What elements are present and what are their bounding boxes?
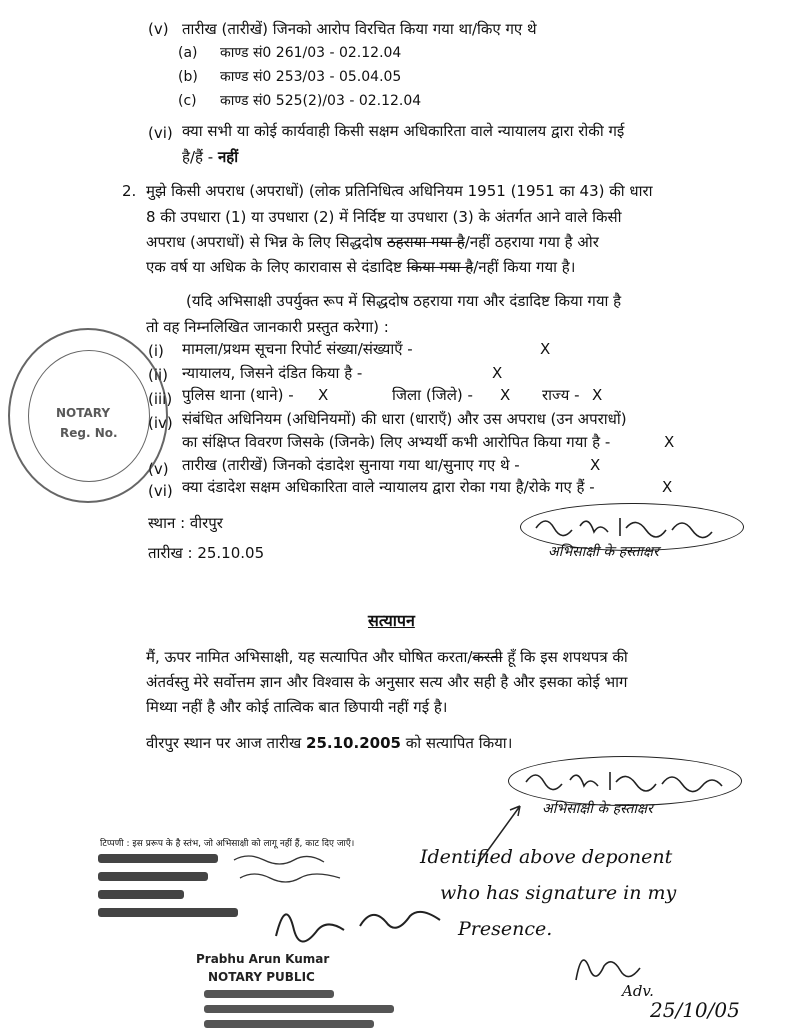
case-c-text: काण्ड सं0 525(2)/03 - 02.12.04 xyxy=(220,93,422,109)
item-i-text: मामला/प्रथम सूचना रिपोर्ट संख्या/संख्याएँ - xyxy=(182,340,413,358)
case-b-text: काण्ड सं0 253/03 - 05.04.05 xyxy=(220,69,402,85)
handwritten-note-line3: Presence. xyxy=(458,918,553,940)
para2-line2: 8 की उपधारा (1) या उपधारा (2) में निर्दिष्ट या उपधारा (3) के अंतर्गत आने वाले किसी xyxy=(146,208,622,226)
para2-line3b: /नहीं ठहराया गया है ओर xyxy=(464,233,599,251)
signature-scribble-2 xyxy=(520,762,730,798)
verification-heading: सत्यापन xyxy=(368,611,415,630)
case-a-text: काण्ड सं0 261/03 - 02.12.04 xyxy=(220,45,402,61)
verification-line1b: हूँ कि इस शपथपत्र की xyxy=(507,648,628,666)
notary-seal-word: NOTARY xyxy=(56,406,111,420)
item-ii-text: न्यायालय, जिसने दंडित किया है - xyxy=(182,364,363,382)
item-iv-line2: का संक्षिप्त विवरण जिसके (जिनके) लिए अभ्यर्थी कभी आरोपित किया गया है - xyxy=(182,433,611,451)
item-vi-value: X xyxy=(662,478,673,496)
signature-scribble-1 xyxy=(530,508,730,544)
para2-line1: मुझे किसी अपराध (अपराधों) (लोक प्रतिनिधित्व अधिनियम 1951 (1951 का 43) की धारा xyxy=(146,182,653,200)
item-iii-marker: (iii) xyxy=(148,390,173,408)
item-vi-marker: (vi) xyxy=(148,482,173,500)
signature-label-1: अभिसाक्षी के हस्ताक्षर xyxy=(548,544,659,560)
verification-line2: अंतर्वस्तु मेरे सर्वोत्तम ज्ञान और विश्वास के अनुसार सत्य और सही है और इसका कोई भाग xyxy=(146,673,628,691)
para2-number: 2. xyxy=(122,182,137,200)
illegible-handwriting xyxy=(230,850,380,898)
clause-vi-line2 xyxy=(182,148,238,166)
clause-vi-line1: क्या सभी या कोई कार्यवाही किसी सक्षम अधिकारिता वाले न्यायालय द्वारा रोकी गई xyxy=(182,122,625,140)
footnote: टिप्पणी : इस प्ररूप के है स्तंभ, जो अभिसाक्षी को लागू नहीं हैं, काट दिए जाएँ। xyxy=(100,839,355,849)
verification-closing xyxy=(146,734,512,752)
item-iii-state-label: राज्य - xyxy=(542,386,580,404)
handwritten-adv: Adv. xyxy=(622,982,654,1000)
verification-line3: मिथ्या नहीं है और कोई तात्विक बात छिपायी नहीं गई है। xyxy=(146,698,448,716)
notary-seal xyxy=(8,328,168,503)
clause-vi-line2-text: है/हैं - xyxy=(182,148,214,166)
bottom-stamp-line2: NOTARY PUBLIC xyxy=(208,970,315,984)
item-iii-value: X xyxy=(318,386,329,404)
case-c-marker: (c) xyxy=(178,93,197,109)
clause-v-text: तारीख (तारीखें) जिनको आरोप विरचित किया गया था/किए गए थे xyxy=(182,20,537,38)
conditional-line1: (यदि अभिसाक्षी उपर्युक्त रूप में सिद्धदोष ठहराया गया और दंडादिष्ट किया गया है xyxy=(186,292,622,310)
item-iv-marker: (iv) xyxy=(148,414,173,432)
para2-line3-strike: ठहराया गया है xyxy=(386,233,465,251)
item-i-value: X xyxy=(540,340,551,358)
clause-vi-marker: (vi) xyxy=(148,124,173,142)
handwritten-note-line2: who has signature in my xyxy=(440,882,677,904)
para2-line4-strike: किया गया है xyxy=(406,258,474,276)
para2-line4 xyxy=(146,258,575,276)
item-iii-district-label: जिला (जिले) - xyxy=(392,386,473,404)
item-iii-text: पुलिस थाना (थाने) - xyxy=(182,386,294,404)
item-v-text: तारीख (तारीखें) जिनको दंडादेश सुनाया गया था/सुनाए गए थे - xyxy=(182,456,520,474)
item-iii-district-value: X xyxy=(500,386,511,404)
handwritten-note-line1: Identified above deponent xyxy=(420,846,673,868)
item-v-marker: (v) xyxy=(148,460,169,478)
para2-line4a: एक वर्ष या अधिक के लिए कारावास से दंडादिष्ट xyxy=(146,258,402,276)
date-1: तारीख : 25.10.05 xyxy=(148,544,265,562)
case-b-marker: (b) xyxy=(178,69,198,85)
handwritten-date: 25/10/05 xyxy=(650,998,740,1022)
signature-label-2: अभिसाक्षी के हस्ताक्षर xyxy=(542,801,653,817)
item-vi-text: क्या दंडादेश सक्षम अधिकारिता वाले न्यायालय द्वारा रोका गया है/रोके गए हैं - xyxy=(182,478,595,496)
bottom-stamp-line1: Prabhu Arun Kumar xyxy=(196,952,330,966)
place-1: स्थान : वीरपुर xyxy=(148,514,223,532)
bottom-stamp-illegible xyxy=(204,990,404,1030)
item-i-marker: (i) xyxy=(148,342,164,360)
para2-line3a: अपराध (अपराधों) से भिन्न के लिए सिद्धदोष xyxy=(146,233,383,251)
conditional-line2: तो वह निम्नलिखित जानकारी प्रस्तुत करेगा) : xyxy=(146,318,389,336)
item-iv-line1: संबंधित अधिनियम (अधिनियमों) की धारा (धाराएँ) और उस अपराध (उन अपराधों) xyxy=(182,410,627,428)
para2-line4b: /नहीं किया गया है। xyxy=(473,258,576,276)
verification-closing-a: वीरपुर स्थान पर आज तारीख xyxy=(146,734,302,752)
item-iii-state-value: X xyxy=(592,386,603,404)
para2-line3 xyxy=(146,233,599,251)
item-ii-value: X xyxy=(492,364,503,382)
verification-line1 xyxy=(146,648,628,666)
item-ii-marker: (ii) xyxy=(148,366,169,384)
case-a-marker: (a) xyxy=(178,45,198,61)
clause-v-marker: (v) xyxy=(148,20,169,38)
item-v-value: X xyxy=(590,456,601,474)
clause-vi-answer: नहीं xyxy=(217,148,239,166)
verification-closing-b: को सत्यापित किया। xyxy=(405,734,513,752)
verification-closing-date: 25.10.2005 xyxy=(306,734,401,752)
notary-signature xyxy=(270,896,470,956)
item-iv-value: X xyxy=(664,433,675,451)
verification-line1a: मैं, ऊपर नामित अभिसाक्षी, यह सत्यापित और घोषित करता/ xyxy=(146,648,473,666)
verification-line1-strike: करती xyxy=(472,648,503,666)
notary-seal-reg: Reg. No. xyxy=(60,426,118,440)
